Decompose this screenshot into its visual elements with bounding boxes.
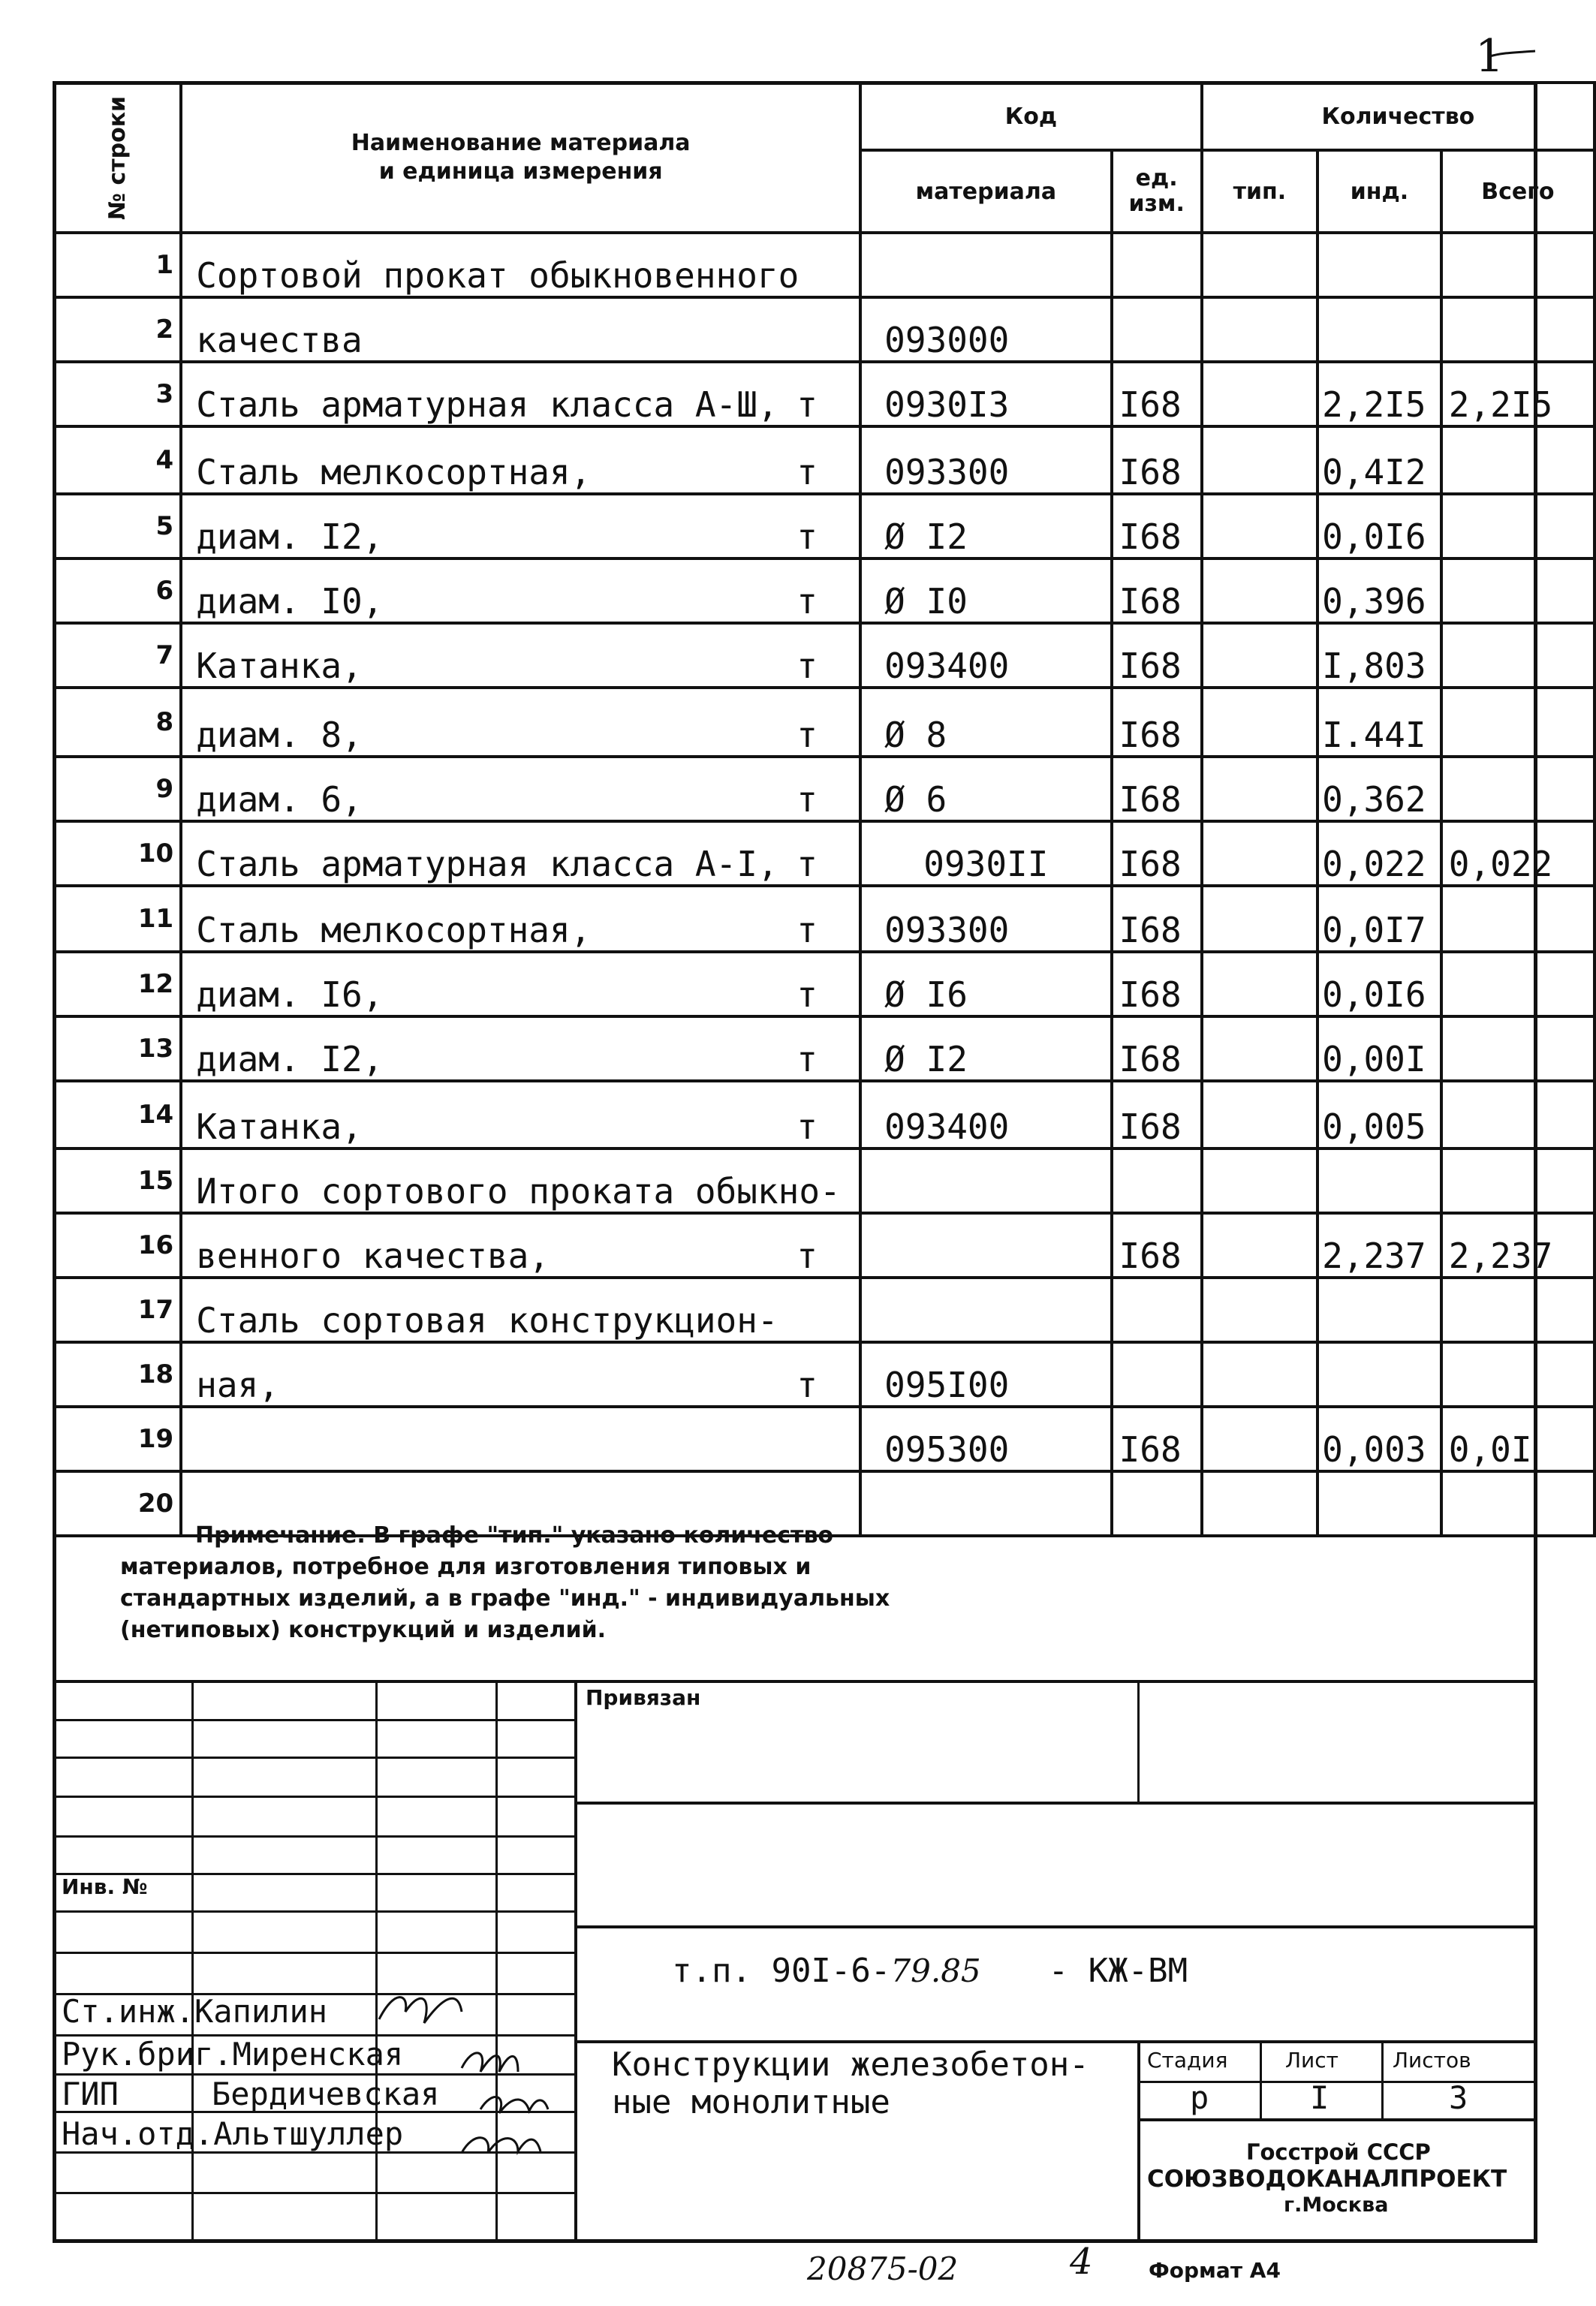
material-unit: т (796, 1039, 818, 1079)
paper-format: Формат А4 (1149, 2258, 1281, 2283)
drawing-title-line-2: ные монолитные (612, 2083, 890, 2121)
sheets-value: 3 (1449, 2079, 1468, 2116)
header-qty-typ: тип. (1202, 150, 1317, 233)
row-number: 19 (54, 1407, 181, 1471)
row-number: 20 (54, 1471, 181, 1536)
quantity-ind: 0,0I6 (1317, 494, 1441, 558)
row-number: 16 (54, 1213, 181, 1278)
row-number: 13 (54, 1016, 181, 1081)
material-name-text: Катанка, (196, 646, 363, 686)
note-line: стандартных изделий, а в графе "инд." - индивидуальных (120, 1585, 890, 1612)
material-name-text: Сталь мелкосортная, (196, 452, 592, 492)
material-unit: т (796, 715, 818, 755)
material-name-text: диам. I6, (196, 974, 384, 1015)
organization-name: СОЮЗВОДОКАНАЛПРОЕКТ (1147, 2166, 1507, 2193)
material-unit: т (796, 1236, 818, 1276)
material-code: 093000 (860, 297, 1111, 362)
corner-mark (1490, 51, 1535, 56)
staff-role: ГИП (62, 2076, 119, 2112)
material-unit: т (796, 516, 818, 557)
unit-code: I68 (1112, 362, 1202, 426)
material-code: 093400 (860, 1081, 1111, 1148)
staff-name: Альтшуллер (213, 2115, 404, 2152)
unit-code: I68 (1112, 821, 1202, 886)
quantity-total: 0,022 (1441, 821, 1594, 886)
staff-role: Ст.инж. (62, 1993, 195, 2030)
header-code-uom: ед. изм. (1112, 150, 1202, 233)
quantity-total: 0,0I (1441, 1407, 1594, 1471)
note-line: Примечание. В графе "тип." указано количество (195, 1522, 834, 1549)
material-unit: т (796, 974, 818, 1015)
material-code: 093300 (860, 426, 1111, 494)
quantity-ind: 2,2I5 (1317, 362, 1441, 426)
row-number: 7 (54, 623, 181, 688)
row-number: 9 (54, 757, 181, 821)
signature-mirenskaya (462, 2053, 518, 2072)
material-name-text: Катанка, (196, 1106, 363, 1147)
header-qty-total: Всего (1441, 150, 1594, 233)
row-number: 1 (54, 233, 181, 297)
row-number: 15 (54, 1148, 181, 1213)
material-name-text: ная, (196, 1365, 279, 1405)
material-code: Ø 6 (860, 757, 1111, 821)
material-unit: т (796, 581, 818, 622)
handwritten-page-number: 4 (1070, 2241, 1093, 2283)
material-code: 093300 (860, 886, 1111, 952)
header-qty-ind: инд. (1317, 150, 1441, 233)
row-number: 14 (54, 1081, 181, 1148)
note-line: материалов, потребное для изготовления типовых и (120, 1554, 812, 1580)
material-name-text: Сталь арматурная класса А-I, (196, 844, 778, 884)
row-number: 8 (54, 688, 181, 757)
row-number: 17 (54, 1278, 181, 1342)
quantity-ind: I.44I (1317, 688, 1441, 757)
archive-number: 20875-02 (807, 2250, 959, 2287)
row-number: 3 (54, 362, 181, 426)
material-name-text: диам. I0, (196, 581, 384, 622)
material-code: Ø I0 (860, 558, 1111, 623)
material-name-text: диам. 6, (196, 779, 363, 820)
material-unit: т (796, 1365, 818, 1405)
material-name-text: диам. I2, (196, 1039, 384, 1079)
staff-role: Рук.бриг. (62, 2036, 233, 2073)
sheets-label: Листов (1393, 2048, 1471, 2073)
material-code: 093400 (860, 623, 1111, 688)
unit-code: I68 (1112, 1213, 1202, 1278)
material-unit: т (796, 910, 818, 950)
unit-code: I68 (1112, 426, 1202, 494)
unit-code: I68 (1112, 688, 1202, 757)
material-code: Ø I2 (860, 494, 1111, 558)
row-number: 5 (54, 494, 181, 558)
material-name-text: диам. 8, (196, 715, 363, 755)
signature-berdichevskaya (480, 2097, 548, 2113)
header-quantity: Количество (1202, 83, 1594, 150)
privyazan-label: Привязан (586, 1685, 701, 1710)
row-number: 4 (54, 426, 181, 494)
quantity-ind: 0,00I (1317, 1016, 1441, 1081)
staff-name: Капилин (194, 1993, 328, 2030)
material-name-text: диам. I2, (196, 516, 384, 557)
header-material-name: Наименование материала и единица измерения (181, 83, 860, 233)
material-unit: т (796, 844, 818, 884)
material-name-text: Сталь сортовая конструкцион- (196, 1300, 778, 1341)
quantity-ind: 0,005 (1317, 1081, 1441, 1148)
quantity-ind: 0,362 (1317, 757, 1441, 821)
row-number: 12 (54, 952, 181, 1016)
unit-code: I68 (1112, 1407, 1202, 1471)
material-code: Ø I6 (860, 952, 1111, 1016)
unit-code: I68 (1112, 1081, 1202, 1148)
header-row-number: № строки (54, 83, 181, 233)
staff-name: Миренская (232, 2036, 404, 2073)
material-name-text: Сортовой прокат обыкновенного (196, 255, 800, 296)
quantity-total: 2,237 (1441, 1213, 1594, 1278)
header-code: Код (860, 83, 1202, 150)
quantity-ind: 0,003 (1317, 1407, 1441, 1471)
staff-role: Нач.отд. (62, 2115, 214, 2152)
drawing-title-line-1: Конструкции железобетон- (612, 2046, 1089, 2084)
material-code: 095300 (860, 1407, 1111, 1471)
document-code-suffix: - КЖ-ВМ (1048, 1952, 1188, 1990)
material-unit: т (796, 779, 818, 820)
unit-code: I68 (1112, 886, 1202, 952)
unit-code: I68 (1112, 558, 1202, 623)
material-code: 095I00 (860, 1342, 1111, 1407)
material-name-text: венного качества, (196, 1236, 550, 1276)
sheet-label: Лист (1285, 2048, 1339, 2073)
header-code-material: материала (860, 150, 1111, 233)
unit-code: I68 (1112, 494, 1202, 558)
quantity-ind: 0,396 (1317, 558, 1441, 623)
row-number: 11 (54, 886, 181, 952)
unit-code: I68 (1112, 757, 1202, 821)
organization-city: г.Москва (1284, 2193, 1389, 2217)
material-unit: т (796, 1106, 818, 1147)
quantity-ind: 0,4I2 (1317, 426, 1441, 494)
document-code-prefix: т.п. 90I-6- (672, 1952, 891, 1990)
quantity-ind: 2,237 (1317, 1213, 1441, 1278)
row-number: 2 (54, 297, 181, 362)
sheet-value: I (1310, 2079, 1329, 2116)
quantity-total: 2,2I5 (1441, 362, 1594, 426)
row-number: 18 (54, 1342, 181, 1407)
quantity-ind: 0,0I6 (1317, 952, 1441, 1016)
signature-altshuller (462, 2138, 541, 2153)
staff-name: Бердичевская (212, 2076, 440, 2112)
quantity-ind: I,803 (1317, 623, 1441, 688)
material-name-text: качества (196, 320, 363, 360)
material-code: Ø 8 (860, 688, 1111, 757)
material-code: 0930II (860, 821, 1111, 886)
material-code: Ø I2 (860, 1016, 1111, 1081)
stage-label: Стадия (1147, 2048, 1228, 2073)
quantity-ind: 0,022 (1317, 821, 1441, 886)
row-number: 6 (54, 558, 181, 623)
material-unit: т (796, 646, 818, 686)
organization-ministry: Госстрой СССР (1246, 2139, 1431, 2165)
page-number-mark: 1 (1475, 30, 1504, 83)
quantity-ind: 0,0I7 (1317, 886, 1441, 952)
stage-value: р (1190, 2079, 1209, 2116)
material-code: 0930I3 (860, 362, 1111, 426)
signature-kapilin (379, 1997, 462, 2023)
material-name-text: Сталь арматурная класса А-Ш, (196, 384, 778, 425)
unit-code: I68 (1112, 952, 1202, 1016)
unit-code: I68 (1112, 623, 1202, 688)
material-unit: т (796, 384, 818, 425)
material-name-text: Сталь мелкосортная, (196, 910, 592, 950)
note-line: (нетиповых) конструкций и изделий. (120, 1617, 607, 1643)
material-unit: т (796, 452, 818, 492)
document-code-handwritten: 79.85 (890, 1952, 981, 1989)
row-number: 10 (54, 821, 181, 886)
inventory-number-label: Инв. № (62, 1874, 148, 1899)
material-name-text: Итого сортового проката обыкно- (196, 1171, 841, 1212)
unit-code: I68 (1112, 1016, 1202, 1081)
